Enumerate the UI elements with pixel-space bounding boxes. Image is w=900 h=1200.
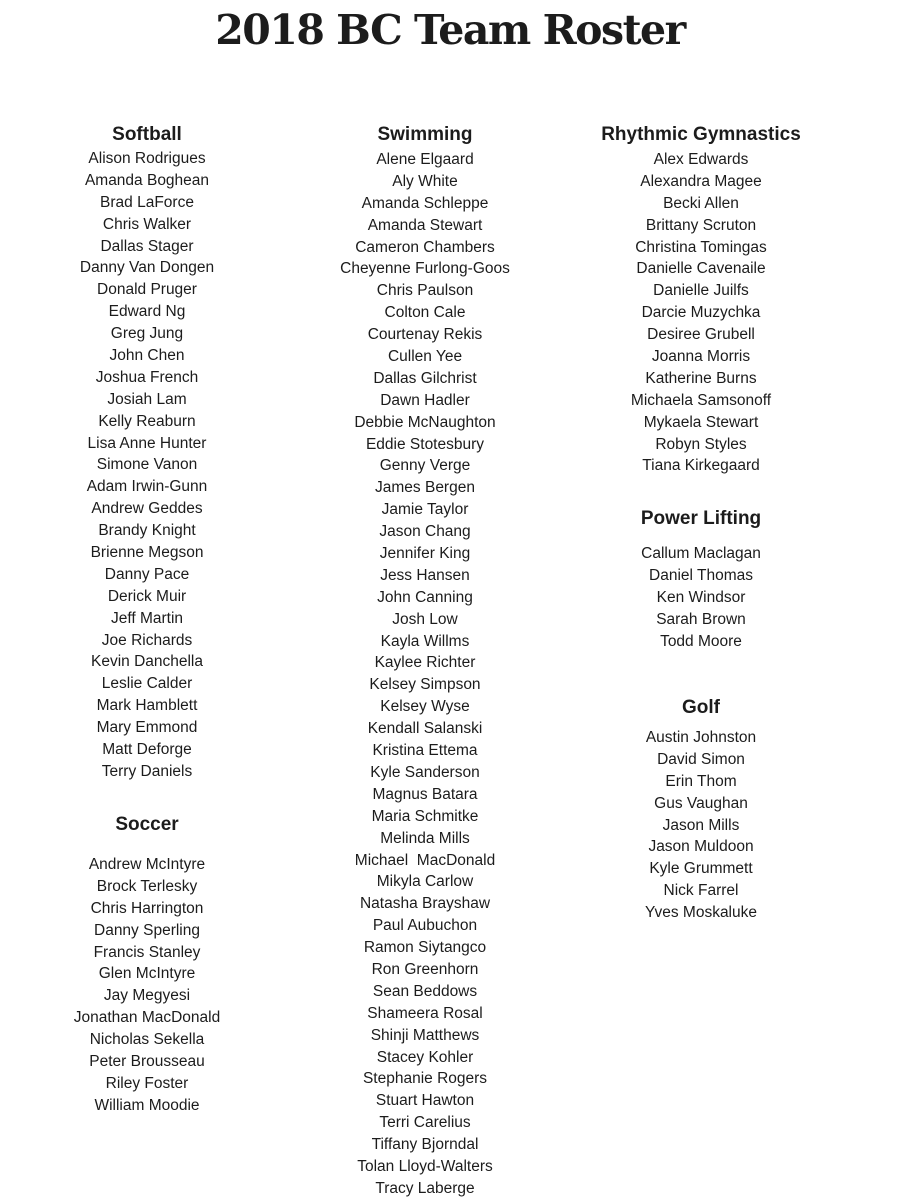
roster-name: Mary Emmond (96, 719, 198, 737)
roster-list (556, 727, 846, 924)
roster-name: Terri Carelius (379, 1114, 471, 1132)
roster-name: Daniel Thomas (649, 566, 753, 584)
roster-name: Dallas Gilchrist (373, 369, 477, 387)
roster-name: John Canning (377, 588, 473, 606)
roster-name: Cheyenne Furlong-Goos (340, 260, 510, 278)
roster-name: Alexandra Magee (640, 172, 762, 190)
roster-name: Genny Verge (379, 457, 471, 475)
roster-name: Derick Muir (107, 587, 187, 605)
roster-name: Courtenay Rekis (367, 326, 483, 344)
roster-name: Kaylee Richter (374, 654, 476, 672)
roster-name: Kyle Grummett (649, 860, 753, 878)
softball-section (2, 123, 292, 783)
roster-name: Aly White (392, 172, 458, 190)
roster-name: Sarah Brown (656, 610, 746, 628)
roster-name: Matt Deforge (102, 741, 192, 759)
roster-name: Natasha Brayshaw (359, 895, 491, 913)
roster-name: Brittany Scruton (645, 216, 757, 234)
roster-name: John Chen (109, 347, 185, 365)
roster-name: Danielle Juilfs (653, 282, 749, 300)
roster-name: Leslie Calder (101, 675, 193, 693)
roster-list (280, 149, 570, 1200)
power-lifting-section (556, 507, 846, 652)
roster-name: Kyle Sanderson (370, 763, 480, 781)
roster-name: Mark Hamblett (96, 697, 198, 715)
section-heading: Power Lifting (640, 508, 762, 529)
roster-name: Stuart Hawton (375, 1092, 475, 1110)
rhythmic-gymnastics-section (556, 123, 846, 477)
roster-name: Adam Irwin-Gunn (86, 478, 208, 496)
roster-name: Ramon Siytangco (363, 939, 487, 957)
roster-name: Jeff Martin (110, 609, 184, 627)
roster-name: Chris Paulson (376, 282, 474, 300)
roster-name: Shinji Matthews (370, 1026, 480, 1044)
section-heading: Golf (682, 697, 720, 718)
roster-name: Darcie Muzychka (641, 304, 761, 322)
page-title: 2018 BC Team Roster (215, 6, 685, 54)
roster-name: Stacey Kohler (376, 1048, 474, 1066)
roster-name: Kendall Salanski (367, 720, 483, 738)
roster-name: Joanna Morris (651, 348, 751, 366)
roster-name: Eddie Stotesbury (365, 435, 485, 453)
roster-name: Kayla Willms (380, 632, 470, 650)
roster-name: Donald Pruger (97, 281, 197, 299)
roster-name: Jamie Taylor (381, 501, 469, 519)
roster-name: Chris Harrington (90, 899, 204, 917)
roster-name: Danny Pace (104, 565, 190, 583)
roster-name: James Bergen (375, 479, 475, 497)
roster-name: Melinda Mills (380, 829, 470, 847)
roster-name: Amanda Stewart (367, 216, 483, 234)
roster-name: Tolan Lloyd-Walters (357, 1157, 493, 1175)
roster-name: Colton Cale (384, 304, 466, 322)
roster-name: Terry Daniels (101, 762, 193, 780)
roster-name: Todd Moore (660, 632, 742, 650)
roster-name: Tiana Kirkegaard (642, 457, 760, 475)
roster-name: Erin Thom (665, 772, 737, 790)
roster-list (556, 149, 846, 477)
roster-name: Michaela Samsonoff (630, 391, 772, 409)
roster-name: Magnus Batara (372, 785, 478, 803)
roster-name: Kevin Danchella (90, 653, 203, 671)
roster-name: Danny Van Dongen (79, 259, 215, 277)
roster-name: Gus Vaughan (654, 794, 748, 812)
roster-name: Becki Allen (663, 194, 739, 212)
roster-name: Amanda Schleppe (361, 194, 489, 212)
roster-name: Mikyla Carlow (376, 873, 474, 891)
roster-name: Ron Greenhorn (371, 960, 479, 978)
roster-name: Kelsey Wyse (380, 698, 470, 716)
roster-name: Cameron Chambers (355, 238, 495, 256)
roster-name: Cullen Yee (387, 348, 463, 366)
roster-name: Jason Muldoon (648, 838, 754, 856)
roster-name: Kristina Ettema (372, 742, 478, 760)
roster-name: Sean Beddows (372, 982, 478, 1000)
roster-name: Austin Johnston (645, 729, 757, 746)
roster-name: Riley Foster (105, 1074, 189, 1092)
roster-name: Jay Megyesi (103, 987, 191, 1005)
roster-name: Dallas Stager (100, 237, 194, 255)
roster-name: Dawn Hadler (380, 391, 470, 409)
roster-list (2, 148, 292, 783)
roster-name: Jason Mills (662, 816, 740, 834)
roster-name: Alene Elgaard (376, 151, 474, 168)
roster-name: Brienne Megson (90, 544, 204, 562)
roster-name: Francis Stanley (93, 943, 201, 961)
roster-name: Edward Ng (108, 303, 186, 321)
roster-name: Michael MacDonald (354, 851, 496, 869)
roster-name: Peter Brousseau (89, 1053, 205, 1071)
roster-name: Paul Aubuchon (372, 917, 478, 935)
roster-name: Jason Chang (379, 523, 471, 541)
roster-name: Danielle Cavenaile (636, 260, 766, 278)
roster-name: Ken Windsor (656, 588, 746, 606)
roster-name: Andrew Geddes (91, 500, 203, 518)
roster-name: Brock Terlesky (96, 877, 198, 895)
roster-name: Nick Farrel (663, 882, 739, 900)
roster-name: Josiah Lam (107, 390, 187, 408)
roster-name: Jess Hansen (380, 566, 470, 584)
roster-name: Stephanie Rogers (362, 1070, 488, 1088)
roster-name: Simone Vanon (96, 456, 198, 474)
roster-list (556, 543, 846, 652)
roster-name: Shameera Rosal (367, 1004, 483, 1022)
roster-name: Maria Schmitke (371, 807, 479, 825)
swimming-section (280, 123, 570, 1200)
roster-name: Amanda Boghean (84, 171, 210, 189)
roster-name: Mykaela Stewart (643, 413, 759, 431)
roster-name: William Moodie (94, 1096, 200, 1114)
roster-list (2, 854, 292, 1117)
roster-name: Debbie McNaughton (354, 413, 496, 431)
roster-name: Desiree Grubell (647, 326, 755, 344)
roster-name: Andrew McIntyre (88, 856, 206, 873)
section-heading: Swimming (377, 124, 473, 145)
roster-name: Jennifer King (379, 545, 471, 563)
roster-name: Brandy Knight (98, 522, 196, 540)
roster-name: Yves Moskaluke (645, 904, 757, 922)
roster-name: Jonathan MacDonald (73, 1009, 221, 1027)
roster-name: Kelly Reaburn (98, 412, 196, 430)
section-heading: Soccer (115, 814, 179, 835)
roster-name: Josh Low (392, 610, 458, 628)
roster-name: Kelsey Simpson (369, 676, 481, 694)
soccer-section (2, 813, 292, 1117)
section-heading: Rhythmic Gymnastics (601, 124, 801, 145)
roster-name: Joshua French (95, 368, 199, 386)
roster-name: David Simon (657, 750, 745, 768)
roster-name: Glen McIntyre (98, 965, 196, 983)
roster-name: Alex Edwards (653, 151, 749, 168)
roster-name: Alison Rodrigues (88, 150, 206, 167)
roster-name: Robyn Styles (655, 435, 747, 453)
roster-name: Brad LaForce (100, 193, 194, 211)
section-heading: Softball (112, 124, 182, 145)
roster-name: Callum Maclagan (641, 545, 761, 562)
roster-name: Danny Sperling (94, 921, 200, 939)
roster-name: Tiffany Bjorndal (371, 1136, 479, 1154)
roster-name: Tracy Laberge (375, 1179, 475, 1197)
roster-name: Lisa Anne Hunter (87, 434, 207, 452)
roster-name: Chris Walker (102, 215, 192, 233)
roster-name: Joe Richards (101, 631, 193, 649)
roster-name: Christina Tomingas (635, 238, 767, 256)
roster-name: Nicholas Sekella (89, 1031, 205, 1049)
golf-section (556, 696, 846, 924)
roster-name: Greg Jung (110, 325, 184, 343)
roster-name: Katherine Burns (645, 369, 757, 387)
